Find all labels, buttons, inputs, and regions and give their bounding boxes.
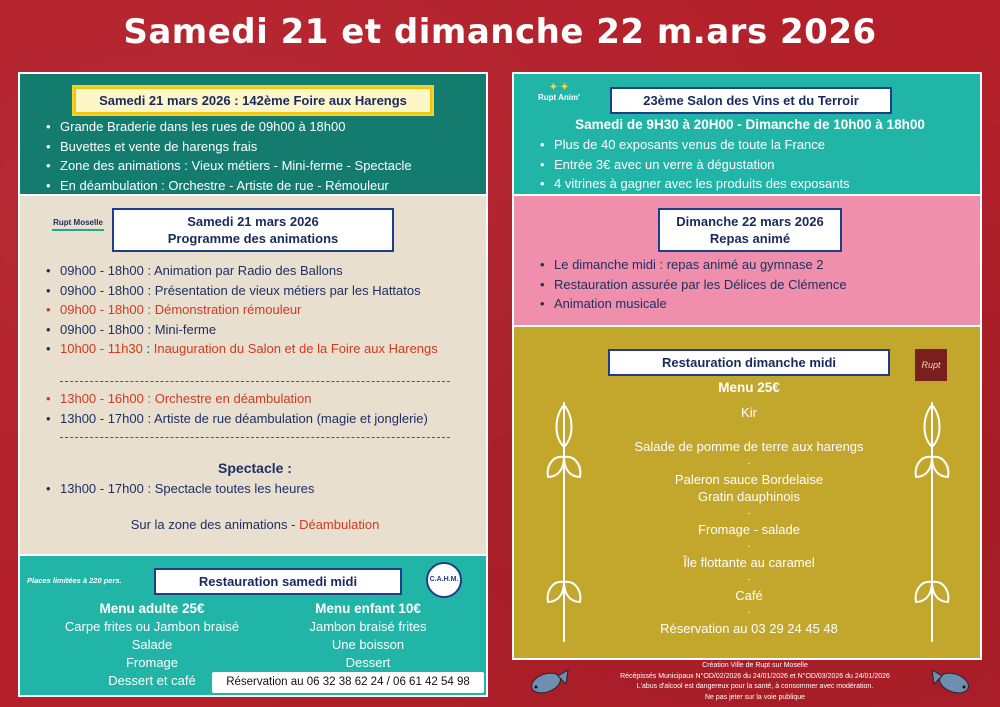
foire-label: Samedi 21 mars 2026 : 142ème Foire aux Harengs — [74, 87, 432, 114]
list-item: • 4 vitrines à gagner avec les produits des exposants — [540, 174, 980, 194]
list-item: • En déambulation : Orchestre - Artiste de rue - Rémouleur — [46, 176, 486, 196]
zone-text: Sur la zone des animations - Déambulation — [130, 517, 380, 532]
leaf-branch-left-icon — [544, 397, 584, 647]
cahm-logo: C.A.H.M. — [426, 562, 462, 598]
places-note: Places limitées à 220 pers. — [27, 576, 122, 585]
salon-list — [540, 135, 980, 194]
reservation-samedi: Réservation au 06 32 38 62 24 / 06 61 42 54 98 — [212, 672, 484, 693]
list-item: • 09h00 - 18h00 : Démonstration rémouleur — [46, 300, 486, 320]
programme-label: Samedi 21 mars 2026 Programme des animations — [112, 208, 394, 252]
resto-samedi-panel — [18, 554, 488, 697]
spectacle-title: Spectacle : — [218, 460, 292, 476]
menu-25-title: Menu 25€ — [718, 380, 780, 395]
footer-note: Création Ville de Rupt sur Moselle Récépissés Municipaux N°OD/02/2026 du 24/01/2026 et N°OD/03/2026 du 24/01/2026 L'abus d'alcool est dangereux pour la santé, à consommer avec modération. Ne pas jeter sur la voie publique — [620, 662, 890, 701]
salon-panel — [512, 72, 982, 196]
programme-list-afternoon — [46, 389, 486, 428]
resto-samedi-label: Restauration samedi midi — [154, 568, 402, 595]
resto-dimanche-panel — [512, 325, 982, 660]
repas-label: Dimanche 22 mars 2026 Repas animé — [658, 208, 842, 252]
salon-label: 23ème Salon des Vins et du Terroir — [610, 87, 892, 114]
menu-adulte: Menu adulte 25€ Carpe frites ou Jambon braisé Salade Fromage Dessert et café — [64, 601, 240, 688]
list-item: • 13h00 - 16h00 : Orchestre en déambulation — [46, 389, 486, 409]
list-item: • 09h00 - 18h00 : Présentation de vieux métiers par les Hattatos — [46, 281, 486, 301]
list-item: • 09h00 - 18h00 : Mini-ferme — [46, 320, 486, 340]
list-item: • Entrée 3€ avec un verre à dégustation — [540, 155, 980, 175]
salon-headline: Samedi de 9H30 à 20H00 - Dimanche de 10h00 à 18h00 — [575, 117, 925, 132]
programme-list — [46, 261, 486, 359]
leaf-branch-right-icon — [912, 397, 952, 647]
herring-fish-right-icon — [930, 664, 976, 702]
list-item: • 13h00 - 17h00 : Spectacle toutes les heures — [46, 479, 486, 499]
list-item: • Grande Braderie dans les rues de 09h00 à 18h00 — [46, 117, 486, 137]
list-item: • Plus de 40 exposants venus de toute la France — [540, 135, 980, 155]
menu-dimanche-lines: Kir Salade de pomme de terre aux harengs - Paleron sauce Bordelaise Gratin dauphinois - Fromage - salade - Île flottante au caramel - Café - Réservation au 03 29 24 45 48 — [634, 405, 864, 636]
spectacle-list — [46, 479, 486, 499]
divider — [60, 437, 450, 438]
repas-list — [540, 255, 980, 314]
foire-list — [46, 117, 486, 195]
list-item: • Restauration assurée par les Délices de Clémence — [540, 275, 980, 295]
list-item: • 09h00 - 18h00 : Animation par Radio des Ballons — [46, 261, 486, 281]
list-item: • Buvettes et vente de harengs frais — [46, 137, 486, 157]
herring-fish-left-icon — [524, 664, 570, 702]
list-item: • 13h00 - 17h00 : Artiste de rue déambulation (magie et jonglerie) — [46, 409, 486, 429]
rupt-anim-logo: ✦ ✦ Rupt Anim' — [537, 82, 581, 102]
page-title: Samedi 21 et dimanche 22 m.ars 2026 — [123, 12, 877, 52]
repas-panel — [512, 194, 982, 327]
list-item: • 10h00 - 11h30 : Inauguration du Salon et de la Foire aux Harengs — [46, 339, 486, 359]
list-item: • Zone des animations : Vieux métiers - Mini-ferme - Spectacle — [46, 156, 486, 176]
list-item: • Animation musicale — [540, 294, 980, 314]
programme-panel — [18, 194, 488, 556]
rupt-restaurant-logo: Rupt — [915, 349, 947, 381]
menu-enfant: Menu enfant 10€ Jambon braisé frites Une boisson Dessert — [309, 601, 427, 670]
list-item: • Le dimanche midi : repas animé au gymnase 2 — [540, 255, 980, 275]
rupt-moselle-logo: Rupt Moselle — [52, 218, 104, 231]
foire-panel — [18, 72, 488, 196]
resto-dimanche-label: Restauration dimanche midi — [608, 349, 890, 376]
divider — [60, 381, 450, 382]
